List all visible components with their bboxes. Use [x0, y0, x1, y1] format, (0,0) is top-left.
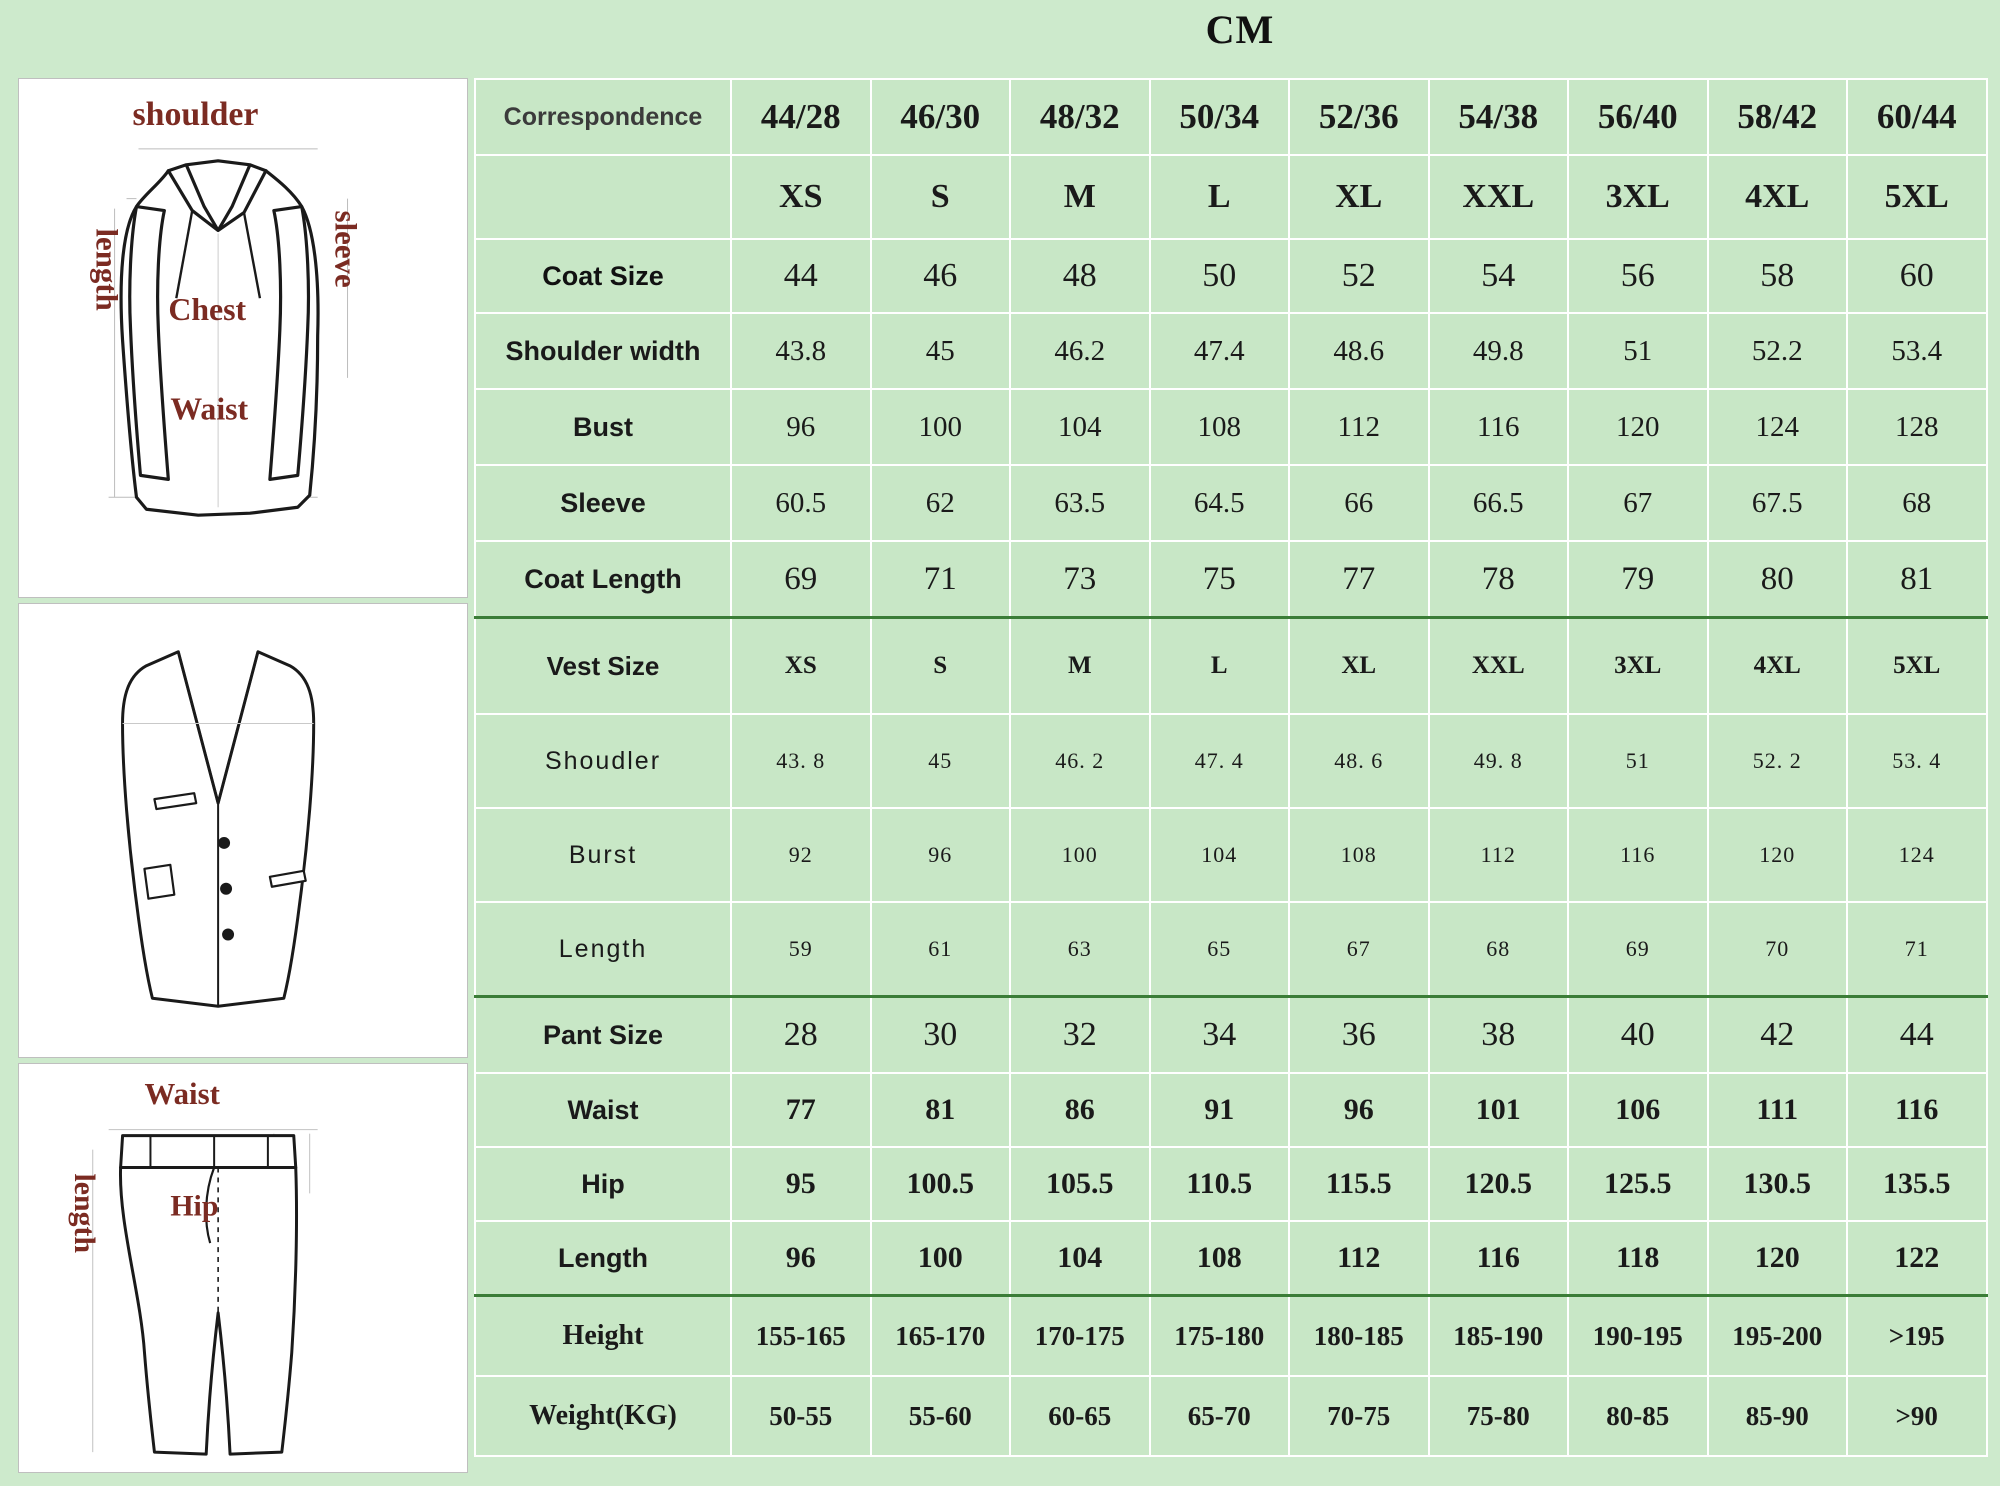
cell-height-8: 195-200	[1708, 1296, 1848, 1377]
coat-label-waist: Waist	[170, 391, 249, 427]
cell-vest-shoulder-9: 53. 4	[1847, 714, 1987, 808]
cell-vest-length-9: 71	[1847, 902, 1987, 997]
cell-letter-7: 3XL	[1568, 155, 1708, 239]
row-label-height: Height	[475, 1296, 731, 1377]
table-row-waist	[475, 1073, 1987, 1147]
cell-waist-8: 111	[1708, 1073, 1848, 1147]
cell-vest-shoulder-4: 47. 4	[1150, 714, 1290, 808]
table-row-pant-length	[475, 1221, 1987, 1296]
cell-shoulder-width-9: 53.4	[1847, 313, 1987, 389]
page-title: CM	[1205, 7, 1275, 52]
cell-vest-burst-2: 96	[871, 808, 1011, 902]
cell-pant-length-8: 120	[1708, 1221, 1848, 1296]
cell-hip-6: 120.5	[1429, 1147, 1569, 1221]
cell-pant-size-4: 34	[1150, 997, 1290, 1074]
cell-bust-3: 104	[1010, 389, 1150, 465]
cell-vest-size-7: 3XL	[1568, 618, 1708, 715]
cell-bust-2: 100	[871, 389, 1011, 465]
cell-pant-size-8: 42	[1708, 997, 1848, 1074]
cell-vest-shoulder-6: 49. 8	[1429, 714, 1569, 808]
cell-vest-size-9: 5XL	[1847, 618, 1987, 715]
cell-height-2: 165-170	[871, 1296, 1011, 1377]
cell-pant-length-4: 108	[1150, 1221, 1290, 1296]
table-row-vest-size	[475, 618, 1987, 715]
cell-height-7: 190-195	[1568, 1296, 1708, 1377]
cell-waist-9: 116	[1847, 1073, 1987, 1147]
cell-vest-burst-9: 124	[1847, 808, 1987, 902]
cell-vest-shoulder-1: 43. 8	[731, 714, 871, 808]
cell-coat-length-1: 69	[731, 541, 871, 618]
cell-pant-length-1: 96	[731, 1221, 871, 1296]
cell-hip-9: 135.5	[1847, 1147, 1987, 1221]
cell-weight-3: 60-65	[1010, 1376, 1150, 1456]
cell-correspondence-9: 60/44	[1847, 79, 1987, 155]
cell-bust-6: 116	[1429, 389, 1569, 465]
cell-coat-length-4: 75	[1150, 541, 1290, 618]
cell-sleeve-3: 63.5	[1010, 465, 1150, 541]
cell-vest-length-3: 63	[1010, 902, 1150, 997]
row-label-pant-size: Pant Size	[475, 997, 731, 1074]
cell-letter-2: S	[871, 155, 1011, 239]
cell-sleeve-8: 67.5	[1708, 465, 1848, 541]
cell-weight-9: >90	[1847, 1376, 1987, 1456]
cell-hip-2: 100.5	[871, 1147, 1011, 1221]
cell-pant-size-9: 44	[1847, 997, 1987, 1074]
cell-coat-length-6: 78	[1429, 541, 1569, 618]
cell-pant-size-6: 38	[1429, 997, 1569, 1074]
cell-pant-size-5: 36	[1289, 997, 1429, 1074]
cell-vest-size-5: XL	[1289, 618, 1429, 715]
cell-weight-4: 65-70	[1150, 1376, 1290, 1456]
cell-sleeve-2: 62	[871, 465, 1011, 541]
cell-vest-size-1: XS	[731, 618, 871, 715]
cell-weight-8: 85-90	[1708, 1376, 1848, 1456]
cell-letter-9: 5XL	[1847, 155, 1987, 239]
row-label-letter-sizes	[475, 155, 731, 239]
table-row-letter-sizes	[475, 155, 1987, 239]
cell-pant-length-9: 122	[1847, 1221, 1987, 1296]
row-label-weight: Weight(KG)	[475, 1376, 731, 1456]
cell-vest-burst-1: 92	[731, 808, 871, 902]
size-table-wrapper	[474, 78, 1986, 1457]
cell-waist-5: 96	[1289, 1073, 1429, 1147]
cell-coat-length-5: 77	[1289, 541, 1429, 618]
illustration-column	[18, 78, 468, 1473]
cell-waist-3: 86	[1010, 1073, 1150, 1147]
cell-vest-burst-4: 104	[1150, 808, 1290, 902]
cell-letter-5: XL	[1289, 155, 1429, 239]
row-label-vest-shoulder: Shoudler	[475, 714, 731, 808]
cell-bust-4: 108	[1150, 389, 1290, 465]
table-row-weight	[475, 1376, 1987, 1456]
cell-pant-length-3: 104	[1010, 1221, 1150, 1296]
cell-shoulder-width-2: 45	[871, 313, 1011, 389]
size-table	[474, 78, 1988, 1457]
cell-sleeve-7: 67	[1568, 465, 1708, 541]
cell-shoulder-width-4: 47.4	[1150, 313, 1290, 389]
cell-vest-size-4: L	[1150, 618, 1290, 715]
cell-correspondence-7: 56/40	[1568, 79, 1708, 155]
cell-bust-9: 128	[1847, 389, 1987, 465]
row-label-coat-length: Coat Length	[475, 541, 731, 618]
coat-diagram	[18, 78, 468, 598]
table-row-vest-length	[475, 902, 1987, 997]
cell-shoulder-width-1: 43.8	[731, 313, 871, 389]
cell-pant-size-3: 32	[1010, 997, 1150, 1074]
cell-correspondence-2: 46/30	[871, 79, 1011, 155]
cell-pant-length-5: 112	[1289, 1221, 1429, 1296]
table-row-coat-size	[475, 239, 1987, 313]
cell-vest-size-8: 4XL	[1708, 618, 1848, 715]
cell-vest-burst-5: 108	[1289, 808, 1429, 902]
cell-letter-8: 4XL	[1708, 155, 1848, 239]
cell-sleeve-9: 68	[1847, 465, 1987, 541]
cell-coat-size-5: 52	[1289, 239, 1429, 313]
coat-diagram-svg	[19, 79, 467, 597]
cell-pant-size-2: 30	[871, 997, 1011, 1074]
pant-diagram-svg	[19, 1064, 467, 1472]
pant-label-waist: Waist	[144, 1076, 220, 1111]
cell-height-1: 155-165	[731, 1296, 871, 1377]
cell-sleeve-4: 64.5	[1150, 465, 1290, 541]
cell-coat-length-8: 80	[1708, 541, 1848, 618]
row-label-bust: Bust	[475, 389, 731, 465]
pant-label-hip: Hip	[170, 1189, 219, 1223]
cell-weight-1: 50-55	[731, 1376, 871, 1456]
cell-letter-3: M	[1010, 155, 1150, 239]
cell-letter-1: XS	[731, 155, 871, 239]
cell-shoulder-width-5: 48.6	[1289, 313, 1429, 389]
cell-bust-7: 120	[1568, 389, 1708, 465]
cell-vest-length-2: 61	[871, 902, 1011, 997]
cell-vest-burst-8: 120	[1708, 808, 1848, 902]
cell-vest-size-3: M	[1010, 618, 1150, 715]
cell-shoulder-width-6: 49.8	[1429, 313, 1569, 389]
cell-waist-7: 106	[1568, 1073, 1708, 1147]
cell-weight-7: 80-85	[1568, 1376, 1708, 1456]
cell-bust-8: 124	[1708, 389, 1848, 465]
coat-label-length: length	[89, 228, 124, 311]
cell-correspondence-1: 44/28	[731, 79, 871, 155]
row-label-waist: Waist	[475, 1073, 731, 1147]
cell-waist-4: 91	[1150, 1073, 1290, 1147]
cell-vest-length-8: 70	[1708, 902, 1848, 997]
table-row-vest-shoulder	[475, 714, 1987, 808]
row-label-coat-size: Coat Size	[475, 239, 731, 313]
cell-coat-size-7: 56	[1568, 239, 1708, 313]
row-label-sleeve: Sleeve	[475, 465, 731, 541]
cell-correspondence-5: 52/36	[1289, 79, 1429, 155]
table-row-sleeve	[475, 465, 1987, 541]
table-row-vest-burst	[475, 808, 1987, 902]
cell-shoulder-width-3: 46.2	[1010, 313, 1150, 389]
cell-hip-3: 105.5	[1010, 1147, 1150, 1221]
vest-diagram	[18, 603, 468, 1058]
table-row-coat-length	[475, 541, 1987, 618]
table-row-hip	[475, 1147, 1987, 1221]
cell-vest-size-2: S	[871, 618, 1011, 715]
row-label-vest-burst: Burst	[475, 808, 731, 902]
cell-coat-size-1: 44	[731, 239, 871, 313]
table-row-height	[475, 1296, 1987, 1377]
table-row-correspondence	[475, 79, 1987, 155]
table-row-shoulder-width	[475, 313, 1987, 389]
cell-coat-size-8: 58	[1708, 239, 1848, 313]
cell-pant-size-1: 28	[731, 997, 871, 1074]
row-label-shoulder-width: Shoulder width	[475, 313, 731, 389]
coat-label-sleeve: sleeve	[328, 210, 363, 288]
cell-waist-2: 81	[871, 1073, 1011, 1147]
row-label-vest-length: Length	[475, 902, 731, 997]
cell-pant-length-2: 100	[871, 1221, 1011, 1296]
cell-vest-shoulder-8: 52. 2	[1708, 714, 1848, 808]
cell-vest-length-5: 67	[1289, 902, 1429, 997]
cell-pant-size-7: 40	[1568, 997, 1708, 1074]
cell-coat-size-3: 48	[1010, 239, 1150, 313]
cell-coat-size-2: 46	[871, 239, 1011, 313]
cell-coat-length-3: 73	[1010, 541, 1150, 618]
cell-height-6: 185-190	[1429, 1296, 1569, 1377]
cell-coat-size-9: 60	[1847, 239, 1987, 313]
cell-vest-burst-6: 112	[1429, 808, 1569, 902]
cell-shoulder-width-8: 52.2	[1708, 313, 1848, 389]
cell-vest-length-6: 68	[1429, 902, 1569, 997]
row-label-vest-size: Vest Size	[475, 618, 731, 715]
cell-bust-1: 96	[731, 389, 871, 465]
cell-hip-5: 115.5	[1289, 1147, 1429, 1221]
cell-vest-shoulder-7: 51	[1568, 714, 1708, 808]
pant-diagram	[18, 1063, 468, 1473]
coat-label-chest: Chest	[168, 292, 247, 328]
cell-letter-4: L	[1150, 155, 1290, 239]
cell-hip-8: 130.5	[1708, 1147, 1848, 1221]
cell-vest-shoulder-5: 48. 6	[1289, 714, 1429, 808]
cell-vest-length-4: 65	[1150, 902, 1290, 997]
row-label-hip: Hip	[475, 1147, 731, 1221]
cell-coat-length-7: 79	[1568, 541, 1708, 618]
cell-vest-burst-7: 116	[1568, 808, 1708, 902]
cell-height-3: 170-175	[1010, 1296, 1150, 1377]
table-row-bust	[475, 389, 1987, 465]
coat-label-shoulder: shoulder	[132, 95, 259, 133]
cell-coat-size-6: 54	[1429, 239, 1569, 313]
cell-vest-length-1: 59	[731, 902, 871, 997]
cell-correspondence-3: 48/32	[1010, 79, 1150, 155]
cell-bust-5: 112	[1289, 389, 1429, 465]
cell-weight-6: 75-80	[1429, 1376, 1569, 1456]
cell-shoulder-width-7: 51	[1568, 313, 1708, 389]
table-row-pant-size	[475, 997, 1987, 1074]
cell-correspondence-6: 54/38	[1429, 79, 1569, 155]
cell-height-4: 175-180	[1150, 1296, 1290, 1377]
row-label-correspondence: Correspondence	[475, 79, 731, 155]
cell-sleeve-1: 60.5	[731, 465, 871, 541]
pant-label-length: length	[67, 1173, 101, 1254]
cell-vest-size-6: XXL	[1429, 618, 1569, 715]
cell-hip-4: 110.5	[1150, 1147, 1290, 1221]
cell-sleeve-5: 66	[1289, 465, 1429, 541]
cell-pant-length-7: 118	[1568, 1221, 1708, 1296]
cell-vest-length-7: 69	[1568, 902, 1708, 997]
cell-coat-length-2: 71	[871, 541, 1011, 618]
cell-weight-5: 70-75	[1289, 1376, 1429, 1456]
row-label-pant-length: Length	[475, 1221, 731, 1296]
cell-vest-burst-3: 100	[1010, 808, 1150, 902]
cell-correspondence-4: 50/34	[1150, 79, 1290, 155]
cell-coat-length-9: 81	[1847, 541, 1987, 618]
cell-sleeve-6: 66.5	[1429, 465, 1569, 541]
cell-letter-6: XXL	[1429, 155, 1569, 239]
cell-correspondence-8: 58/42	[1708, 79, 1848, 155]
cell-hip-1: 95	[731, 1147, 871, 1221]
cell-height-5: 180-185	[1289, 1296, 1429, 1377]
vest-diagram-svg	[19, 604, 467, 1057]
cell-pant-length-6: 116	[1429, 1221, 1569, 1296]
cell-waist-6: 101	[1429, 1073, 1569, 1147]
cell-waist-1: 77	[731, 1073, 871, 1147]
cell-weight-2: 55-60	[871, 1376, 1011, 1456]
cell-coat-size-4: 50	[1150, 239, 1290, 313]
cell-vest-shoulder-3: 46. 2	[1010, 714, 1150, 808]
cell-vest-shoulder-2: 45	[871, 714, 1011, 808]
cell-hip-7: 125.5	[1568, 1147, 1708, 1221]
cell-height-9: >195	[1847, 1296, 1987, 1377]
